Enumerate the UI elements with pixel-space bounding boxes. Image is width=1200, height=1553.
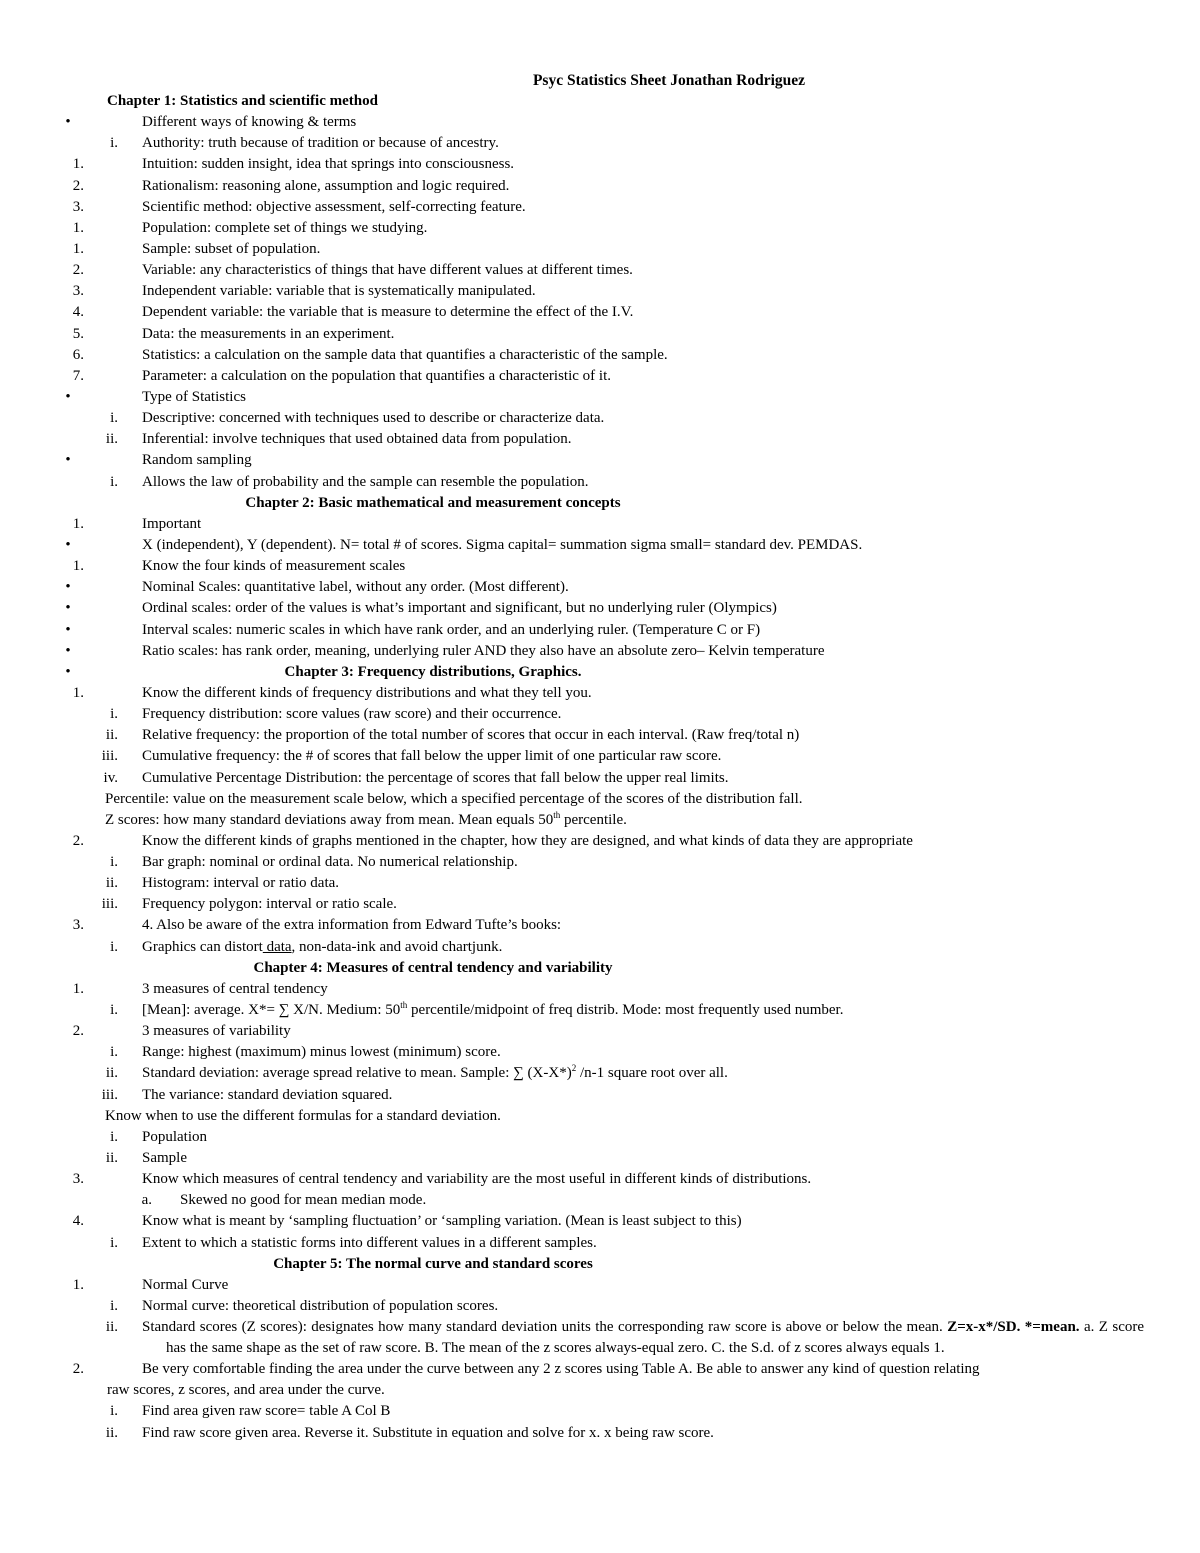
list-item [0, 768, 1200, 789]
list-item [0, 1169, 1200, 1190]
list-item-text [142, 725, 799, 746]
list-item-text-part: Different ways of knowing & terms [142, 114, 357, 131]
list-number: a. [141, 1192, 152, 1209]
chapter-heading [0, 493, 1200, 514]
list-item-text-part: Range: highest (maximum) minus lowest (minimum) score. [142, 1044, 501, 1061]
body-text-part: percentile. [560, 811, 627, 828]
superscript: th [553, 809, 561, 820]
list-item [0, 366, 1200, 387]
list-number: 7. [72, 367, 84, 384]
list-item-text-part: Frequency distribution: score values (raw score) and their occurrence. [142, 706, 562, 723]
list-item [0, 937, 1200, 958]
list-number: ii. [105, 1424, 118, 1441]
list-item-text [142, 915, 561, 936]
list-item [0, 154, 1200, 175]
list-item-text [142, 1148, 187, 1169]
list-item [0, 831, 1200, 852]
bullet-marker: • [65, 642, 71, 659]
bullet-marker: • [65, 579, 71, 596]
list-number: i. [110, 1128, 118, 1145]
list-item [0, 1148, 1200, 1169]
list-item-text [142, 112, 356, 133]
chapter-heading-text: Chapter 1: Statistics and scientific method [107, 93, 378, 109]
list-item [0, 472, 1200, 493]
list-number: 1. [72, 240, 84, 257]
list-item [0, 873, 1200, 894]
list-number: i. [110, 1298, 118, 1315]
list-item-text [142, 852, 518, 873]
list-item-text [142, 472, 589, 493]
list-item-text [142, 302, 633, 323]
list-item-text-part: Know the four kinds of measurement scales [142, 558, 406, 575]
list-item-text-part: 3 measures of variability [142, 1023, 291, 1040]
body-text: Know when to use the different formulas for a standard deviation. [105, 1107, 501, 1124]
list-item-text-part: Dependent variable: the variable that is measure to determine the effect of the I.V. [142, 304, 634, 321]
list-item [0, 810, 1200, 831]
list-item-continuation [0, 1380, 1200, 1401]
list-item-text [142, 620, 760, 641]
list-item-text-part: Cumulative frequency: the # of scores that fall below the upper limit of one particular raw score. [142, 748, 722, 765]
list-number: iii. [101, 1086, 118, 1103]
list-item-text-part: Standard scores (Z scores): designates how many standard deviation units the corresponding raw score is above or below the mean. [142, 1319, 948, 1336]
list-item-text [142, 641, 825, 662]
list-number: i. [110, 1044, 118, 1061]
list-item [0, 197, 1200, 218]
list-item [0, 429, 1200, 450]
list-item-text-part: Graphics can distort [142, 938, 263, 955]
chapter-heading-text: Chapter 5: The normal curve and standard scores [273, 1255, 593, 1272]
list-item-text-part: a. Z score has the same shape as the set of raw score. B. The mean of the z scores always-equal zero. C. the S.d. of z scores always equals 1. [166, 1319, 1145, 1357]
list-number: i. [110, 135, 118, 152]
underlined-text: data [262, 938, 292, 955]
list-item [0, 641, 1200, 662]
list-item-text-part: Intuition: sudden insight, idea that springs into consciousness. [142, 156, 515, 173]
list-item-text-part: Find raw score given area. Reverse it. Substitute in equation and solve for x. x being raw score. [142, 1424, 714, 1441]
list-number: 6. [72, 346, 84, 363]
list-item-text-part: Extent to which a statistic forms into different values in a different samples. [142, 1234, 597, 1251]
list-item [0, 704, 1200, 725]
list-item-text [142, 704, 561, 725]
list-item [0, 1190, 1200, 1211]
list-item [0, 1233, 1200, 1254]
list-item-text [142, 831, 913, 852]
document-title: Psyc Statistics Sheet Jonathan Rodriguez [532, 72, 806, 89]
list-number: 3. [72, 917, 84, 934]
list-item-text [142, 218, 427, 239]
list-item-text-part: Histogram: interval or ratio data. [142, 875, 340, 892]
list-number: ii. [105, 1319, 118, 1336]
bullet-marker: • [65, 114, 71, 131]
list-item-text-part: Bar graph: nominal or ordinal data. No numerical relationship. [142, 854, 518, 871]
list-item [0, 1021, 1200, 1042]
list-item-text-part: Relative frequency: the proportion of the total number of scores that occur in each interval. (Raw freq/total n) [142, 727, 800, 744]
list-number: i. [110, 1234, 118, 1251]
list-item-text [142, 1063, 728, 1084]
list-item-text-part: The variance: standard deviation squared. [142, 1086, 393, 1103]
list-number: i. [110, 410, 118, 427]
list-item-text-part: /n-1 square root over all. [576, 1065, 728, 1082]
list-item-text [142, 577, 569, 598]
list-item-text-part: Nominal Scales: quantitative label, without any order. (Most different). [142, 579, 569, 596]
list-item-text-part: Rationalism: reasoning alone, assumption and logic required. [142, 177, 510, 194]
list-number: i. [110, 938, 118, 955]
list-item [0, 789, 1200, 810]
list-number: 2. [72, 177, 84, 194]
list-item [0, 1127, 1200, 1148]
list-item-text-part: 4. Also be aware of the extra information from Edward Tufte’s books: [142, 917, 562, 934]
list-item [0, 1000, 1200, 1021]
list-item-text-part: Parameter: a calculation on the population that quantifies a characteristic of it. [142, 367, 611, 384]
bullet-marker: • [65, 621, 71, 638]
list-number: 2. [72, 832, 84, 849]
chapter-heading [0, 1254, 1200, 1275]
list-item [0, 556, 1200, 577]
list-item-text-part: percentile/midpoint of freq distrib. Mode: most frequently used number. [407, 1002, 844, 1019]
list-item [0, 239, 1200, 260]
list-item [0, 112, 1200, 133]
list-item-text [142, 154, 514, 175]
list-item-text [142, 1401, 390, 1422]
list-item-text-part: Inferential: involve techniques that used obtained data from population. [142, 431, 572, 448]
list-item-text-part: 3 measures of central tendency [142, 980, 328, 997]
document-body [0, 91, 1200, 1444]
list-item-text-part: Sample: subset of population. [142, 240, 321, 257]
list-number: i. [110, 706, 118, 723]
list-item-text [142, 1275, 228, 1296]
list-item [0, 302, 1200, 323]
list-item [0, 1359, 1200, 1380]
list-item-text-part: Know what is meant by ‘sampling fluctuation’ or ‘sampling variation. (Mean is least subject to this) [142, 1213, 742, 1230]
list-item-text [142, 1085, 392, 1106]
list-number: 2. [72, 1023, 84, 1040]
list-number: 1. [72, 684, 84, 701]
list-number: 1. [72, 515, 84, 532]
list-item-text [142, 281, 536, 302]
list-item-text-part: , non-data-ink and avoid chartjunk. [291, 938, 503, 955]
list-number: 1. [72, 558, 84, 575]
list-number: iii. [101, 896, 118, 913]
list-item-text-part: Ordinal scales: order of the values is what’s important and significant, but no underlying ruler (Olympics) [142, 600, 777, 617]
list-item-text-part: Population [142, 1128, 208, 1145]
list-item-text [142, 1296, 498, 1317]
chapter-heading [0, 91, 1200, 112]
list-item-text-part: Data: the measurements in an experiment. [142, 325, 395, 342]
chapter-heading-text: Chapter 3: Frequency distributions, Graphics. [284, 663, 582, 680]
list-number: 2. [72, 262, 84, 279]
list-item [0, 535, 1200, 556]
list-item [0, 1211, 1200, 1232]
list-number: i. [110, 854, 118, 871]
bullet-marker: • [65, 452, 71, 469]
list-item [0, 260, 1200, 281]
list-item [0, 1275, 1200, 1296]
list-item-text [142, 176, 509, 197]
superscript: 2 [571, 1063, 577, 1074]
list-item-text-part: X (independent), Y (dependent). N= total # of scores. Sigma capital= summation sigma small= standard dev. PEMDAS. [142, 536, 863, 553]
list-item-text [142, 239, 320, 260]
list-number: 2. [72, 1361, 84, 1378]
list-item [0, 450, 1200, 471]
list-item-text [142, 133, 499, 154]
list-number: i. [110, 1403, 118, 1420]
list-item-text-part: Skewed no good for mean median mode. [180, 1192, 427, 1209]
list-item-text-part: Variable: any characteristics of things that have different values at different times. [142, 262, 633, 279]
list-item-text [142, 1042, 501, 1063]
list-item-text [142, 873, 339, 894]
list-item-text-part: Important [142, 515, 202, 532]
list-number: 3. [72, 283, 84, 300]
list-number: ii. [105, 1150, 118, 1167]
chapter-heading-text: Chapter 2: Basic mathematical and measurement concepts [245, 494, 621, 511]
body-text [105, 810, 627, 831]
list-item-text-part: Interval scales: numeric scales in which have rank order, and an underlying ruler. (Temperature C or F) [142, 621, 761, 638]
list-item [0, 176, 1200, 197]
chapter-heading [0, 662, 1200, 683]
list-item-text: raw scores, z scores, and area under the curve. [107, 1382, 385, 1399]
list-item [0, 894, 1200, 915]
list-item [0, 725, 1200, 746]
list-item-text-part: Know which measures of central tendency and variability are the most useful in different kinds of distributions. [142, 1171, 812, 1188]
list-item-text-part: Ratio scales: has rank order, meaning, underlying ruler AND they also have an absolute zero– Kelvin temperature [142, 642, 825, 659]
list-item-text [142, 1317, 1144, 1359]
list-item [0, 514, 1200, 535]
list-item-text [142, 324, 394, 345]
list-item-text-part: Random sampling [142, 452, 252, 469]
list-item-text-part: Independent variable: variable that is systematically manipulated. [142, 283, 536, 300]
list-item-text [142, 894, 397, 915]
list-item [0, 1423, 1200, 1444]
list-number: ii. [105, 875, 118, 892]
chapter-heading [0, 958, 1200, 979]
list-item-text [142, 979, 328, 1000]
list-item [0, 1296, 1200, 1317]
list-number: 3. [72, 1171, 84, 1188]
list-item-text-part: Type of Statistics [142, 388, 246, 405]
body-text-part: Z scores: how many standard deviations away from mean. Mean equals 50 [105, 811, 554, 828]
list-item [0, 746, 1200, 767]
list-item [0, 387, 1200, 408]
list-item-text-part: Sample [142, 1150, 187, 1167]
list-number: ii. [105, 727, 118, 744]
list-item-text-part: Know the different kinds of frequency distributions and what they tell you. [142, 684, 592, 701]
formula-text: Z=x-x*/SD. *=mean. [947, 1319, 1080, 1336]
list-item-text-part: Standard deviation: average spread relative to mean. Sample: ∑ (X-X*) [142, 1065, 572, 1082]
list-item-text [142, 197, 526, 218]
list-number: ii. [105, 431, 118, 448]
list-item-text [142, 937, 502, 958]
bullet-marker: • [65, 663, 71, 680]
list-item-text [142, 450, 252, 471]
list-number: 1. [72, 219, 84, 236]
list-item-text-part: Cumulative Percentage Distribution: the percentage of scores that fall below the upper real limits. [142, 769, 729, 786]
list-item-text [142, 768, 728, 789]
bullet-marker: • [65, 600, 71, 617]
list-item-text [142, 514, 201, 535]
list-item-text-part: Normal curve: theoretical distribution of population scores. [142, 1298, 499, 1315]
list-item-text [142, 1021, 291, 1042]
list-item-text [142, 1000, 843, 1021]
list-item [0, 979, 1200, 1000]
list-item-text [142, 1169, 811, 1190]
list-item-text-part: Statistics: a calculation on the sample data that quantifies a characteristic of the sample. [142, 346, 668, 363]
list-item-text [142, 1233, 597, 1254]
list-item-text [142, 1423, 714, 1444]
list-item-text [142, 429, 571, 450]
bullet-marker: • [65, 388, 71, 405]
list-item-text [142, 387, 246, 408]
list-item-text-part: Find area given raw score= table A Col B [142, 1403, 391, 1420]
list-item [0, 852, 1200, 873]
list-item-text-part: Know the different kinds of graphs mentioned in the chapter, how they are designed, and what kinds of data they are appropriate [142, 832, 913, 849]
list-item [0, 577, 1200, 598]
list-item-text-part: Scientific method: objective assessment, self-correcting feature. [142, 198, 526, 215]
list-number: i. [110, 1002, 118, 1019]
list-item-text-part: Allows the law of probability and the sample can resemble the population. [142, 473, 589, 490]
list-item-text-part: Normal Curve [142, 1276, 229, 1293]
list-item [0, 1085, 1200, 1106]
list-item-text-part: Frequency polygon: interval or ratio scale. [142, 896, 397, 913]
list-item-text [142, 556, 405, 577]
list-item-text-part: Descriptive: concerned with techniques used to describe or characterize data. [142, 410, 605, 427]
list-item [0, 324, 1200, 345]
list-item [0, 620, 1200, 641]
list-item [0, 598, 1200, 619]
list-item [0, 281, 1200, 302]
list-item [0, 133, 1200, 154]
list-item-text [142, 366, 611, 387]
list-number: ii. [105, 1065, 118, 1082]
list-item-text [142, 260, 633, 281]
list-item-text [142, 1211, 742, 1232]
list-number: iii. [101, 748, 118, 765]
list-item [0, 408, 1200, 429]
list-item [0, 1317, 1200, 1359]
list-item-text-part: [Mean]: average. X*= ∑ X/N. Medium: 50 [142, 1002, 401, 1019]
list-item [0, 218, 1200, 239]
list-item [0, 345, 1200, 366]
superscript: th [400, 1000, 408, 1011]
list-number: iv. [103, 769, 118, 786]
list-item-text [142, 746, 721, 767]
chapter-heading-text: Chapter 4: Measures of central tendency and variability [253, 959, 613, 976]
list-item-text [142, 408, 604, 429]
list-item [0, 1042, 1200, 1063]
list-item-text [180, 1190, 426, 1211]
list-item-text [142, 345, 668, 366]
list-item-text-part: Authority: truth because of tradition or because of ancestry. [142, 135, 499, 152]
list-item [0, 915, 1200, 936]
list-number: 4. [72, 304, 84, 321]
list-number: 1. [72, 1276, 84, 1293]
list-number: 3. [72, 198, 84, 215]
list-item [0, 1401, 1200, 1422]
list-item-text [142, 535, 862, 556]
list-number: i. [110, 473, 118, 490]
list-number: 1. [72, 980, 84, 997]
list-item [0, 1063, 1200, 1084]
list-number: 1. [72, 156, 84, 173]
list-number: 5. [72, 325, 84, 342]
list-item [0, 683, 1200, 704]
list-item [0, 1106, 1200, 1127]
list-item-text [142, 683, 592, 704]
bullet-marker: • [65, 536, 71, 553]
list-item-text-part: Population: complete set of things we studying. [142, 219, 428, 236]
body-text: Percentile: value on the measurement scale below, which a specified percentage of the scores of the distribution fall. [105, 790, 803, 807]
list-item-text [142, 1127, 207, 1148]
list-item-text [142, 598, 777, 619]
list-number: 4. [72, 1213, 84, 1230]
list-item-text: Be very comfortable finding the area under the curve between any 2 z scores using Table A. Be able to answer any kind of question relating [142, 1361, 980, 1378]
